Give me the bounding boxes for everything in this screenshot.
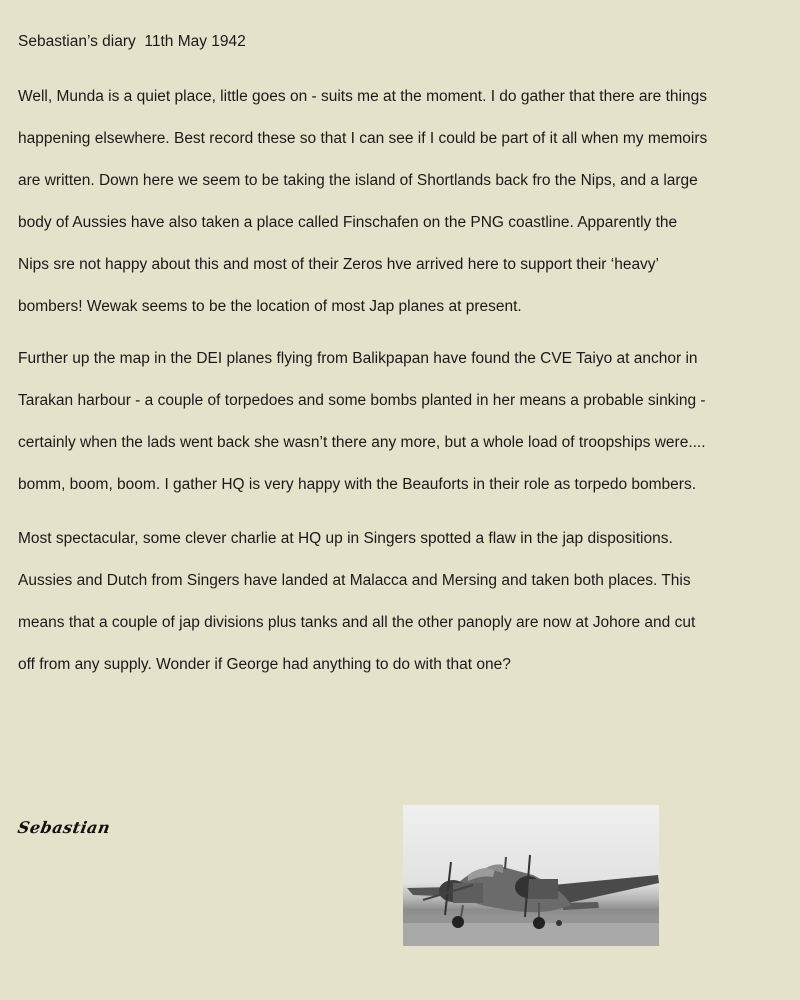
paragraph-line: Nips sre not happy about this and most of their Zeros hve arrived here to support their ‘heavy’ (18, 256, 660, 273)
diary-paragraph-2 (18, 338, 788, 506)
paragraph-line: Well, Munda is a quiet place, little goes on - suits me at the moment. I do gather that there are things (18, 88, 707, 105)
paragraph-line: means that a couple of jap divisions plus tanks and all the other panoply are now at Johore and cut (18, 614, 696, 631)
aircraft-illustration (403, 805, 659, 946)
paragraph-line: are written. Down here we seem to be taking the island of Shortlands back fro the Nips, and a large (18, 172, 698, 189)
diary-title: Sebastian’s diary 11th May 1942 (18, 33, 246, 50)
paragraph-line: Further up the map in the DEI planes flying from Balikpapan have found the CVE Taiyo at anchor in (18, 350, 698, 367)
diary-paragraph-3 (18, 518, 788, 686)
signature: Sebastian (16, 818, 112, 837)
paragraph-line: bombers! Wewak seems to be the location of most Jap planes at present. (18, 298, 522, 315)
diary-paragraph-1 (18, 76, 788, 328)
paragraph-line: certainly when the lads went back she wasn’t there any more, but a whole load of troopships were.... (18, 434, 706, 451)
paragraph-line: Tarakan harbour - a couple of torpedoes and some bombs planted in her means a probable sinking - (18, 392, 706, 409)
paragraph-line: Most spectacular, some clever charlie at HQ up in Singers spotted a flaw in the jap dispositions. (18, 530, 673, 547)
paragraph-line: off from any supply. Wonder if George had anything to do with that one? (18, 656, 511, 673)
paragraph-line: happening elsewhere. Best record these so that I can see if I could be part of it all when my memoirs (18, 130, 708, 147)
paragraph-line: Aussies and Dutch from Singers have landed at Malacca and Mersing and taken both places. This (18, 572, 691, 589)
bomber-aircraft-photo (403, 805, 659, 946)
paragraph-line: body of Aussies have also taken a place called Finschafen on the PNG coastline. Apparently the (18, 214, 678, 231)
paragraph-line: bomm, boom, boom. I gather HQ is very happy with the Beauforts in their role as torpedo bombers. (18, 476, 697, 493)
